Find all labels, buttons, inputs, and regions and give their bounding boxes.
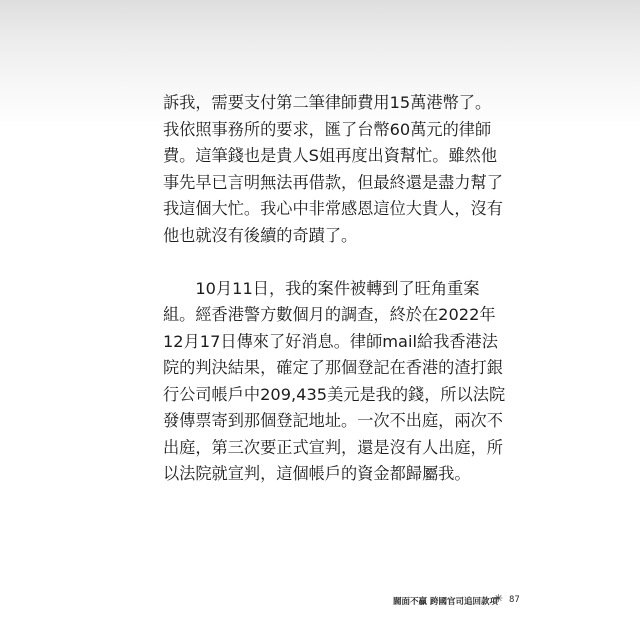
text-line: 費。這筆錢也是貴人S姐再度出資幫忙。雖然他 — [163, 146, 498, 165]
paragraph-gap — [163, 249, 493, 276]
text-line: 12月17日傳來了好消息。律師mail給我香港法 — [163, 331, 498, 351]
text-line: 行公司帳戶中209,435美元是我的錢，所以法院 — [163, 384, 506, 404]
text-line: 他也就沒有後續的奇蹟了。 — [163, 225, 358, 245]
text-line: 組。經香港警方數個月的調查，終於在2022年 — [163, 305, 496, 324]
text-line: 發傳票寄到那個登記地址。一次不出庭，兩次不 — [163, 411, 503, 430]
text-line: 院的判決結果，確定了那個登記在香港的渣打銀 — [163, 358, 503, 377]
text-line: 事先早已言明無法再借款，但最終還是盡力幫了 — [163, 172, 503, 192]
text-line: 我這個大忙。我心中非常感恩這位大貴人，沒有 — [163, 199, 503, 218]
paragraph-2 — [163, 276, 506, 488]
text-line: 出庭，第三次要正式宣判，還是沒有人出庭，所 — [163, 437, 503, 457]
separator-icon: ✳ — [494, 592, 504, 605]
page-footer — [0, 592, 640, 612]
book-title: 闊面不贏 — [393, 597, 428, 607]
paragraph-1 — [163, 90, 503, 249]
text-line: 訴我，需要支付第二筆律師費用15萬港幣了。 — [163, 93, 492, 112]
text-line: 我依照事務所的要求，匯了台幣60萬元的律師 — [163, 119, 492, 139]
page-number: 87 — [509, 595, 520, 605]
body-text — [163, 90, 506, 488]
chapter-title: 跨國官司追回款項 — [430, 597, 499, 607]
text-line: 10月11日，我的案件被轉到了旺角重案 — [163, 278, 480, 298]
text-line: 以法院就宣判，這個帳戶的資金都歸屬我。 — [163, 464, 471, 483]
